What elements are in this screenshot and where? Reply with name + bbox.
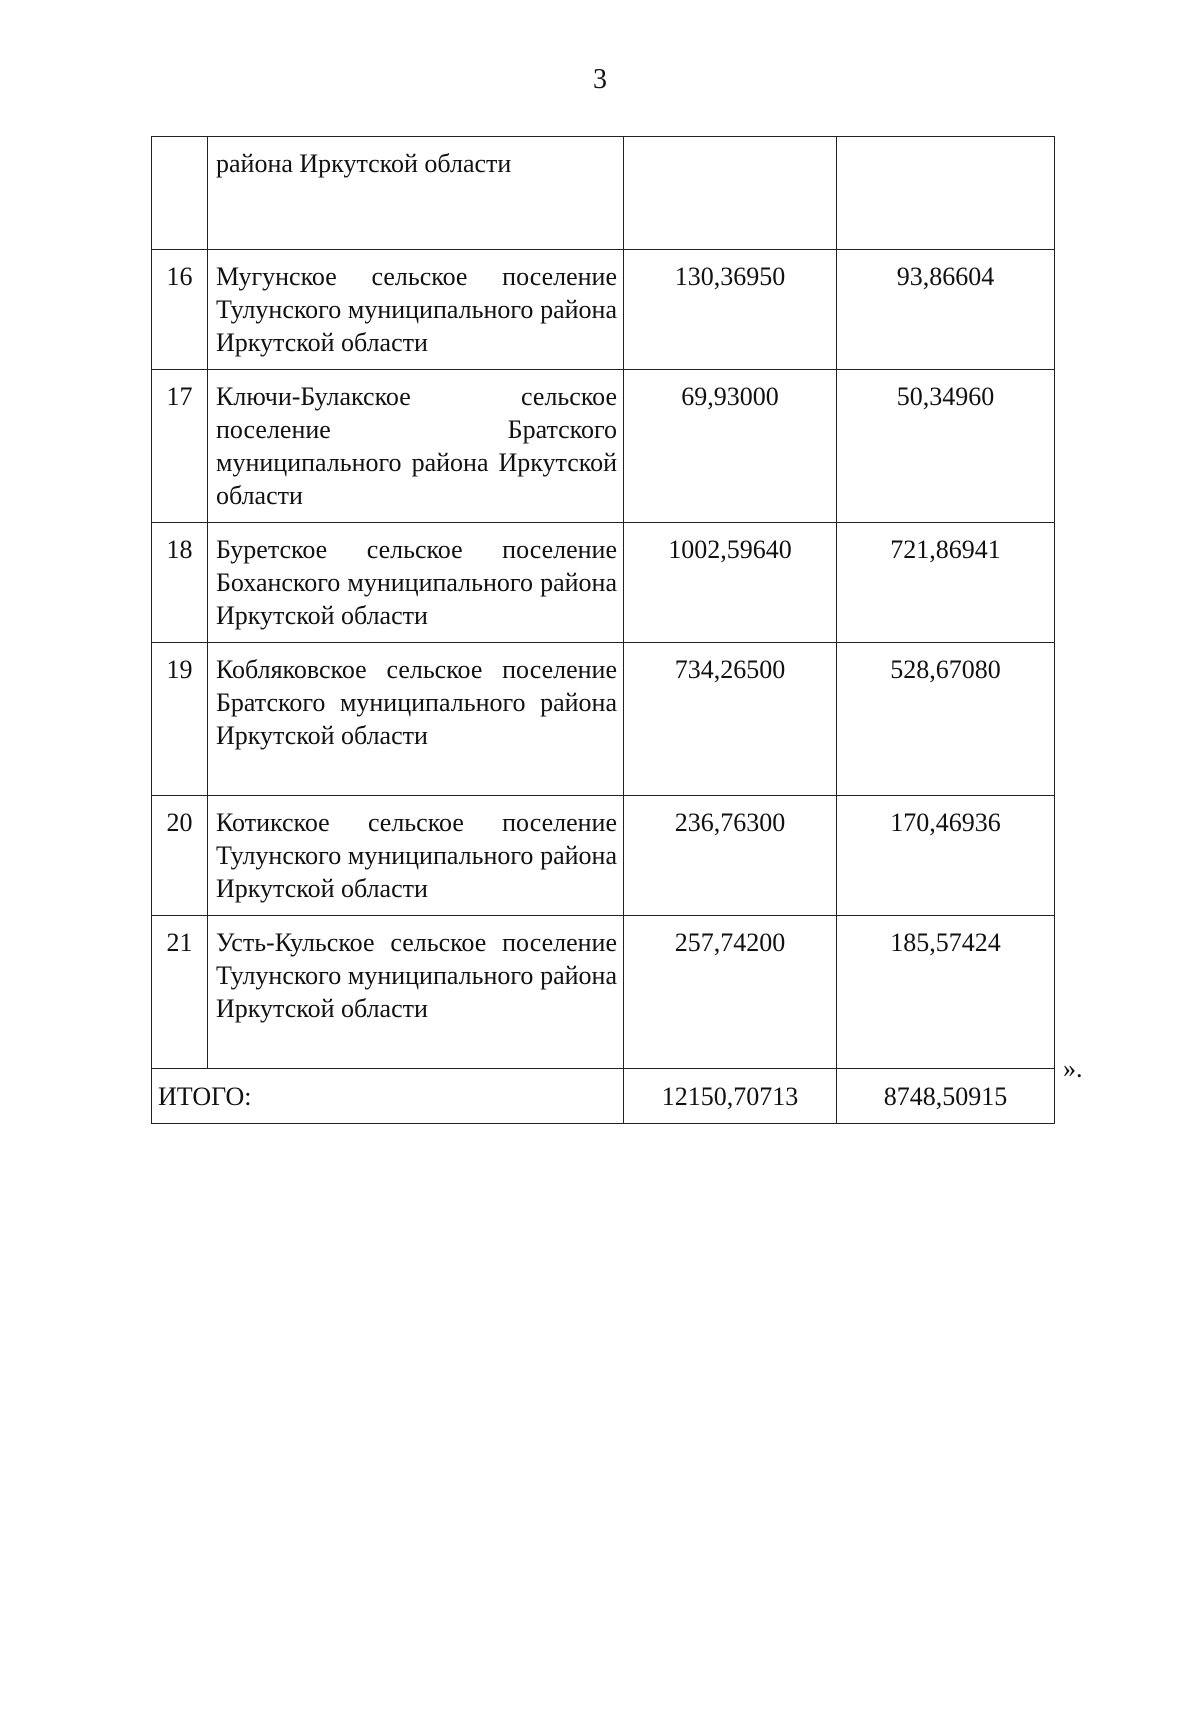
row-number: 20 <box>152 796 208 916</box>
value-column-1: 257,74200 <box>624 916 837 1069</box>
table-row <box>152 796 1055 916</box>
table-row <box>152 523 1055 643</box>
row-number <box>152 137 208 250</box>
row-number: 17 <box>152 370 208 523</box>
value-column-2: 185,57424 <box>837 916 1055 1069</box>
value-column-2: 528,67080 <box>837 643 1055 796</box>
row-number: 16 <box>152 250 208 370</box>
row-number: 18 <box>152 523 208 643</box>
value-column-2: 721,86941 <box>837 523 1055 643</box>
page-number: 3 <box>593 64 607 95</box>
table-row <box>152 250 1055 370</box>
settlement-name: Буретское сельское поселение Боханского муниципального района Иркутской области <box>208 523 624 643</box>
value-column-2: 93,86604 <box>837 250 1055 370</box>
total-value-2: 8748,50915 <box>837 1069 1055 1124</box>
table-row <box>152 370 1055 523</box>
settlement-name: Кобляковское сельское поселение Братского муниципального района Иркутской области <box>208 643 624 796</box>
table-row <box>152 643 1055 796</box>
closing-quote-mark: ». <box>1063 1054 1083 1083</box>
settlement-name: Усть-Кульское сельское поселение Тулунского муниципального района Иркутской области <box>208 916 624 1069</box>
row-number: 19 <box>152 643 208 796</box>
settlement-name: района Иркутской области <box>208 137 624 250</box>
table-row-continued <box>152 137 1055 250</box>
table-row <box>152 916 1055 1069</box>
settlement-name: Мугунское сельское поселение Тулунского муниципального района Иркутской области <box>208 250 624 370</box>
value-column-1: 236,76300 <box>624 796 837 916</box>
value-column-1 <box>624 137 837 250</box>
table-total-row <box>152 1069 1055 1124</box>
value-column-1: 130,36950 <box>624 250 837 370</box>
settlement-name: Котикское сельское поселение Тулунского муниципального района Иркутской области <box>208 796 624 916</box>
value-column-2 <box>837 137 1055 250</box>
value-column-1: 1002,59640 <box>624 523 837 643</box>
total-value-1: 12150,70713 <box>624 1069 837 1124</box>
value-column-1: 734,26500 <box>624 643 837 796</box>
total-label: ИТОГО: <box>152 1069 624 1124</box>
row-number: 21 <box>152 916 208 1069</box>
value-column-1: 69,93000 <box>624 370 837 523</box>
allocation-table <box>151 136 1055 1124</box>
value-column-2: 170,46936 <box>837 796 1055 916</box>
value-column-2: 50,34960 <box>837 370 1055 523</box>
settlement-name: Ключи-Булакское сельское поселение Братского муниципального района Иркутской области <box>208 370 624 523</box>
